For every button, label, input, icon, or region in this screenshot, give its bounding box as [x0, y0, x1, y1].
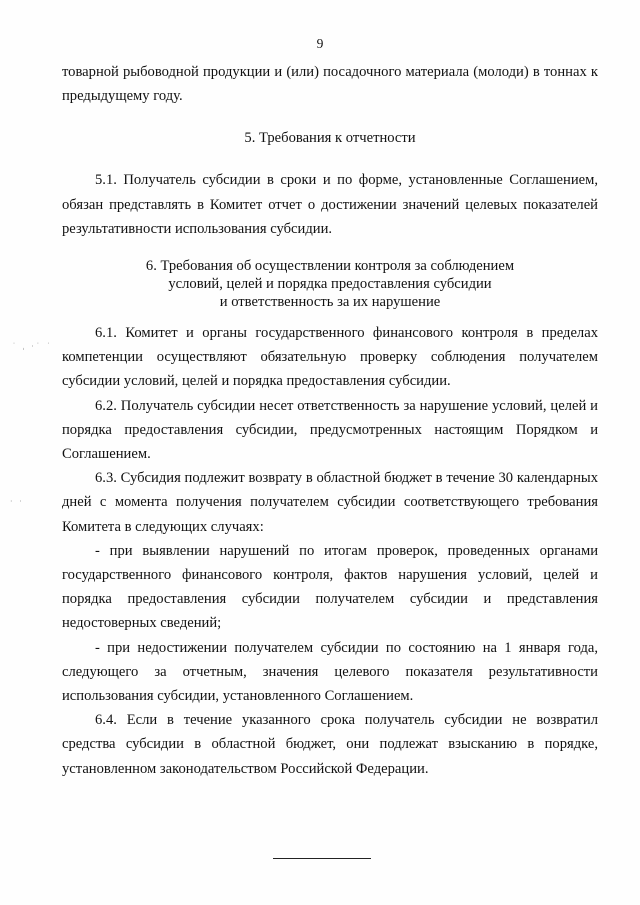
- scan-artifact: ˙ ˌ ·˙ ˙: [12, 342, 53, 351]
- section-5-heading: 5. Требования к отчетности: [244, 130, 416, 147]
- paragraph-6-3: 6.3. Субсидия подлежит возврату в областной бюджет в течение 30 календарных дней с момента получения получателем субсидии соответствующего требования Комитета в следующих случаях:: [62, 470, 598, 535]
- list-item: - при выявлении нарушений по итогам проверок, проведенных органами государственного финансового контроля, фактов нарушения условий, целей и порядка предоставления субсидии получателем субсидии и представления недостоверных сведений;: [62, 542, 598, 632]
- section-6-heading-line: и ответственность за их нарушение: [219, 294, 441, 311]
- section-6-heading-line: 6. Требования об осуществлении контроля за соблюдением: [145, 258, 515, 275]
- footer-rule: [273, 858, 371, 859]
- section-6-heading: [62, 257, 598, 311]
- page-number: 9: [316, 36, 324, 51]
- intro-paragraph: товарной рыбоводной продукции и (или) посадочного материала (молоди) в тоннах к предыдущему году.: [62, 64, 598, 105]
- paragraph-5-1: 5.1. Получатель субсидии в сроки и по форме, установленные Соглашением, обязан представлять в Комитет отчет о достижении значений целевых показателей результативности использования субсидии.: [62, 172, 598, 237]
- section-6-heading-line: условий, целей и порядка предоставления субсидии: [168, 276, 492, 293]
- scan-artifact: · ·: [10, 497, 24, 506]
- list-item: - при недостижении получателем субсидии по состоянию на 1 января года, следующего за отчетным, значения целевого показателя результативности использования субсидии, установленного Соглашением.: [62, 639, 598, 705]
- paragraph-6-1: 6.1. Комитет и органы государственного финансового контроля в пределах компетенции осуществляют обязательную проверку соблюдения получателем субсидии условий, целей и порядка предоставления субсидии.: [62, 325, 598, 390]
- paragraph-6-4: 6.4. Если в течение указанного срока получатель субсидии не возвратил средства субсидии в областной бюджет, они подлежат взысканию в порядке, установленном законодательством Российской Федерации.: [62, 712, 598, 777]
- document-body: [62, 60, 598, 781]
- paragraph-6-2: 6.2. Получатель субсидии несет ответственность за нарушение условий, целей и порядка предоставления субсидии, предусмотренных настоящим Порядком и Соглашением.: [62, 397, 598, 463]
